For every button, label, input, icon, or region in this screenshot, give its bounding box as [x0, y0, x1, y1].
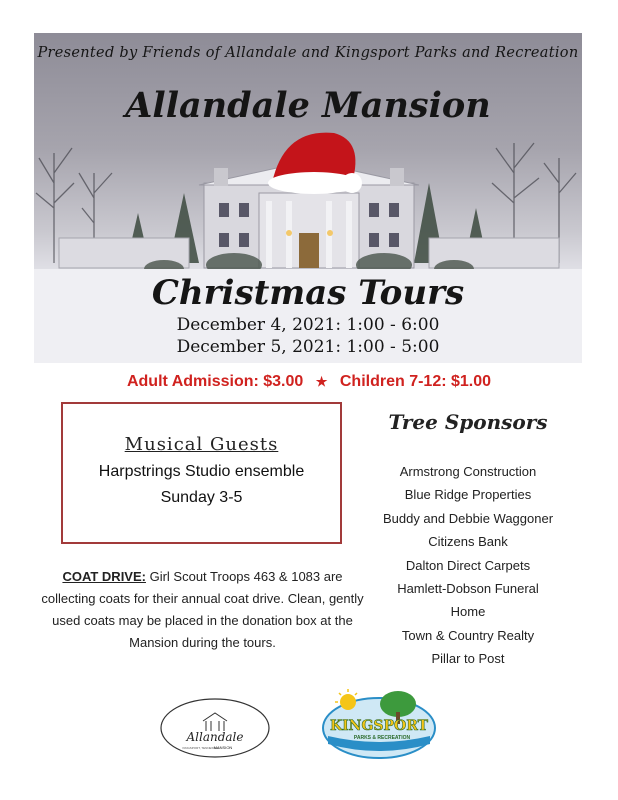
sponsor-item: Armstrong Construction [399, 464, 537, 479]
musical-guests-heading: Musical Guests [124, 434, 279, 455]
sponsor-item: Hamlett-Dobson Funeral [397, 581, 539, 597]
sponsor-item: Blue Ridge Properties [404, 487, 532, 503]
tree-sponsors-heading: Tree Sponsors [388, 410, 548, 434]
musical-guests-box [61, 402, 342, 544]
admission-line [0, 373, 618, 391]
date-line-1: December 4, 2021: 1:00 - 6:00 [176, 315, 440, 335]
adult-admission: Adult Admission: $3.00 [126, 373, 304, 390]
hero-image [34, 33, 582, 363]
kingsport-logo-sub: PARKS & RECREATION [353, 735, 411, 741]
kingsport-parks-logo [318, 684, 441, 762]
children-admission: Children 7-12: $1.00 [339, 373, 492, 390]
sponsor-item: Dalton Direct Carpets [405, 557, 531, 573]
page-title: Allandale Mansion [125, 85, 491, 126]
coat-drive-paragraph [40, 566, 365, 654]
santa-hat-icon [268, 133, 362, 194]
allandale-logo-sub: MANSION [213, 745, 233, 750]
musical-performer: Harpstrings Studio ensemble [98, 463, 305, 480]
mansion-snow-scene [34, 33, 582, 363]
event-title: Christmas Tours [151, 273, 465, 313]
tree-sponsors [368, 410, 568, 671]
coat-drive-label: COAT DRIVE: [62, 569, 146, 584]
sponsor-item: Town & Country Realty [401, 627, 535, 643]
kingsport-logo-name: KINGSPORT [329, 718, 429, 734]
coat-drive-text: Girl Scout Troops 463 & 1083 are collecting coats for their annual coat drive. Clean, gently used coats may be placed in the donation box at the Mansion during the tours. [41, 569, 364, 650]
sponsor-item: Home [450, 604, 486, 620]
presented-by-text: Presented by Friends of Allandale and Kingsport Parks and Recreation [37, 45, 579, 61]
allandale-logo-tagline: KINGSPORT, TENNESSEE [182, 746, 220, 750]
star-icon: ★ [315, 374, 328, 389]
musical-time: Sunday 3-5 [160, 489, 243, 506]
sponsor-item: Citizens Bank [428, 534, 508, 550]
allandale-mansion-logo [159, 697, 271, 759]
sponsor-item: Buddy and Debbie Waggoner [382, 510, 554, 526]
sponsor-item: Pillar to Post [431, 651, 505, 667]
allandale-logo-name: Allandale [186, 730, 244, 744]
date-line-2: December 5, 2021: 1:00 - 5:00 [176, 337, 440, 357]
